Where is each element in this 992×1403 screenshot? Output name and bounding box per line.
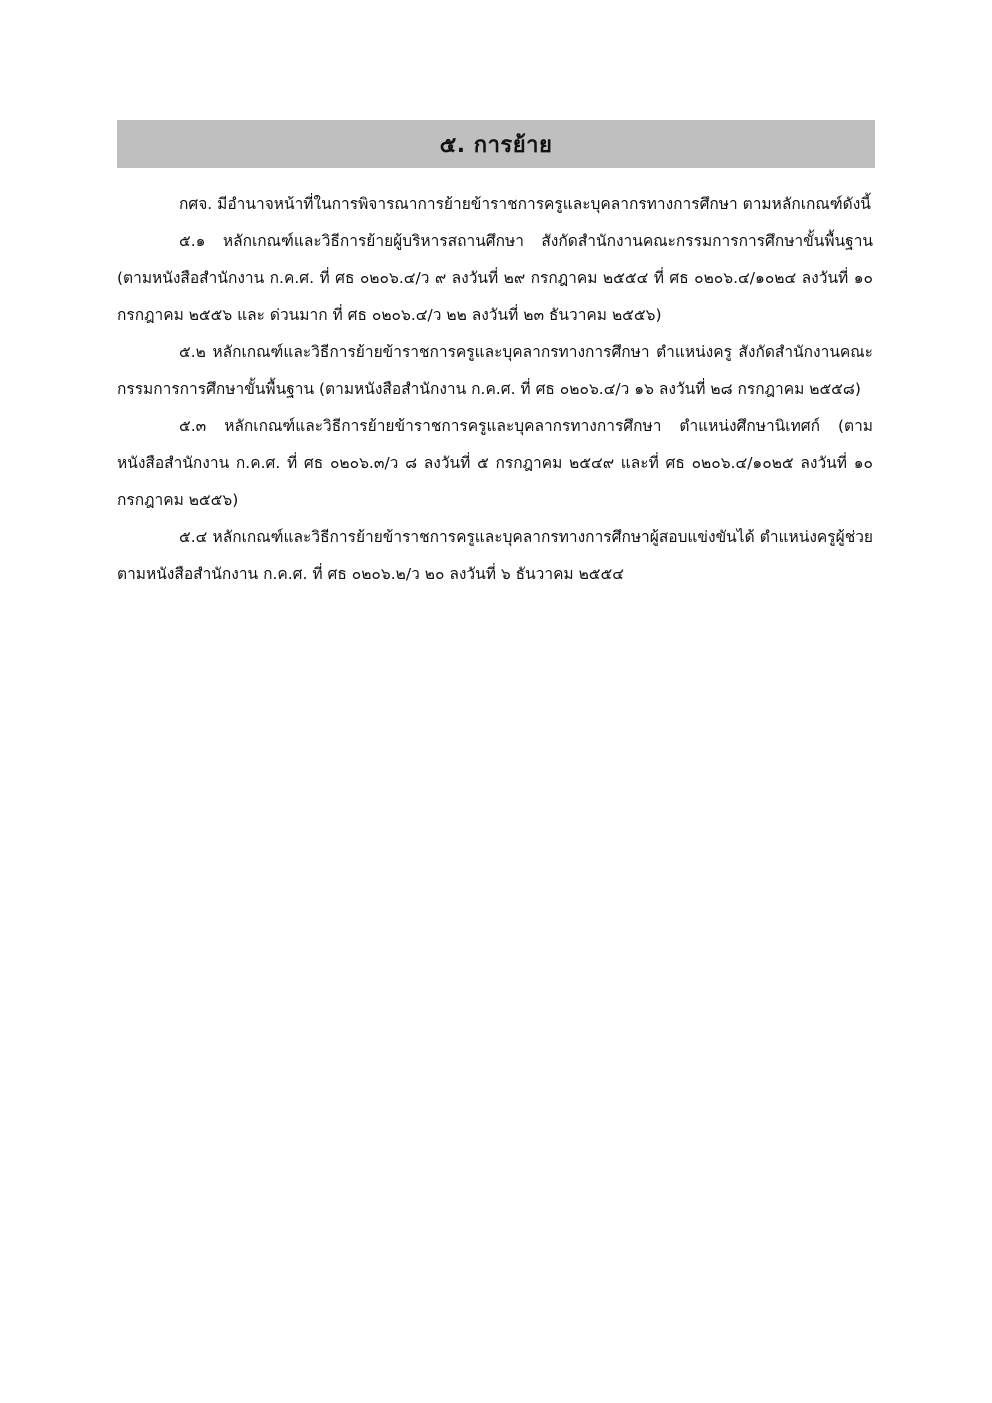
- section-title: ๕. การย้าย: [439, 132, 553, 158]
- document-body: [117, 186, 873, 593]
- paragraph-5-1: ๕.๑ หลักเกณฑ์และวิธีการย้ายผู้บริหารสถานศึกษา สังกัดสำนักงานคณะกรรมการการศึกษาขั้นพื้นฐาน (ตามหนังสือสำนักงาน ก.ค.ศ. ที่ ศธ ๐๒๐๖.๔/ว ๙ ลงวันที่ ๒๙ กรกฎาคม ๒๕๕๔ ที่ ศธ ๐๒๐๖.๔/๑๐๒๔ ลงวันที่ ๑๐ กรกฎาคม ๒๕๕๖ และ ด่วนมาก ที่ ศธ ๐๒๐๖.๔/ว ๒๒ ลงวันที่ ๒๓ ธันวาคม ๒๕๕๖): [117, 232, 873, 324]
- paragraph-5-3: ๕.๓ หลักเกณฑ์และวิธีการย้ายข้าราชการครูและบุคลากรทางการศึกษา ตำแหน่งศึกษานิเทศก์ (ตามหนังสือสำนักงาน ก.ค.ศ. ที่ ศธ ๐๒๐๖.๓/ว ๘ ลงวันที่ ๕ กรกฎาคม ๒๕๔๙ และที่ ศธ ๐๒๐๖.๔/๑๐๒๕ ลงวันที่ ๑๐ กรกฎาคม ๒๕๕๖): [117, 417, 873, 509]
- section-title-bar: [117, 120, 875, 168]
- intro-paragraph: กศจ. มีอำนาจหน้าที่ในการพิจารณาการย้ายข้าราชการครูและบุคลากรทางการศึกษา ตามหลักเกณฑ์ดังนี้: [179, 195, 871, 213]
- paragraph-5-2: ๕.๒ หลักเกณฑ์และวิธีการย้ายข้าราชการครูและบุคลากรทางการศึกษา ตำแหน่งครู สังกัดสำนักงานคณะกรรมการการศึกษาขั้นพื้นฐาน (ตามหนังสือสำนักงาน ก.ค.ศ. ที่ ศธ ๐๒๐๖.๔/ว ๑๖ ลงวันที่ ๒๘ กรกฎาคม ๒๕๕๘): [117, 343, 873, 398]
- paragraph-5-4: ๕.๔ หลักเกณฑ์และวิธีการย้ายข้าราชการครูและบุคลากรทางการศึกษาผู้สอบแข่งขันได้ ตำแหน่งครูผู้ช่วย ตามหนังสือสำนักงาน ก.ค.ศ. ที่ ศธ ๐๒๐๖.๒/ว ๒๐ ลงวันที่ ๖ ธันวาคม ๒๕๕๔: [117, 528, 873, 583]
